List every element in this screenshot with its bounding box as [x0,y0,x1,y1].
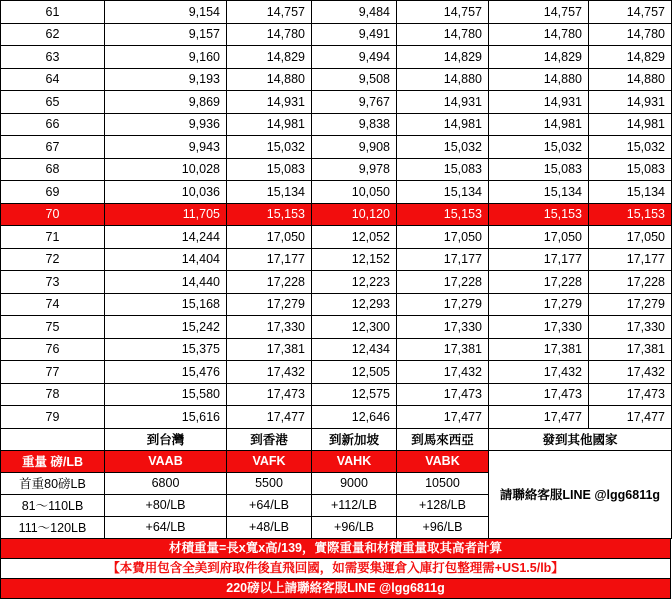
price-cell: 15,134 [227,181,312,204]
price-cell: 15,616 [105,406,227,429]
code-vaab: VAAB [105,450,227,472]
price-cell: 14,931 [489,91,589,114]
notes [0,539,671,599]
weight-row [1,46,672,69]
code-vabk: VABK [397,450,489,472]
price-cell: 9,160 [105,46,227,69]
weight-row [1,1,672,24]
price-cell: 9,978 [312,158,397,181]
price-cell: 9,869 [105,91,227,114]
price-cell: 9,508 [312,68,397,91]
rate-value: +48/LB [227,516,312,538]
over-220-note: 220磅以上請聯絡客服LINE @lgg6811g [0,579,671,599]
price-cell: 17,050 [589,226,672,249]
weight-row [1,181,672,204]
rate-value: 9000 [312,472,397,494]
price-cell: 14,931 [589,91,672,114]
rate-value: 10500 [397,472,489,494]
price-cell: 17,477 [589,406,672,429]
price-cell: 17,279 [489,293,589,316]
price-cell: 9,157 [105,23,227,46]
weight-row [1,113,672,136]
price-cell: 15,083 [397,158,489,181]
price-cell: 9,943 [105,136,227,159]
weight-row [1,383,672,406]
price-cell: 17,381 [397,338,489,361]
rate-value: +80/LB [105,494,227,516]
price-cell: 14,440 [105,271,227,294]
weight-cell: 63 [1,46,105,69]
price-cell: 17,177 [227,248,312,271]
contact-cell: 請聯絡客服LINE @lgg6811g [489,450,672,538]
rate-value: +112/LB [312,494,397,516]
weight-cell: 76 [1,338,105,361]
price-cell: 15,134 [489,181,589,204]
price-cell: 17,279 [227,293,312,316]
price-cell: 15,032 [589,136,672,159]
weight-row [1,338,672,361]
weight-cell: 66 [1,113,105,136]
price-cell: 14,829 [397,46,489,69]
price-cell: 14,780 [397,23,489,46]
dest-malaysia: 到馬來西亞 [397,428,489,450]
weight-row [1,248,672,271]
price-cell: 9,767 [312,91,397,114]
price-cell: 17,381 [227,338,312,361]
price-cell: 12,223 [312,271,397,294]
rate-label: 111～120LB [1,516,105,538]
rate-value: +64/LB [227,494,312,516]
price-cell: 15,242 [105,316,227,339]
price-cell: 17,330 [489,316,589,339]
price-cell: 15,083 [227,158,312,181]
price-cell: 17,477 [489,406,589,429]
price-cell: 10,036 [105,181,227,204]
code-vahk: VAHK [312,450,397,472]
price-cell: 17,228 [589,271,672,294]
price-cell: 17,050 [227,226,312,249]
weight-cell: 69 [1,181,105,204]
price-cell: 9,484 [312,1,397,24]
price-cell: 15,032 [227,136,312,159]
price-cell: 12,575 [312,383,397,406]
price-cell: 17,330 [589,316,672,339]
price-cell: 15,032 [397,136,489,159]
price-cell: 17,228 [227,271,312,294]
pickup-note: 【本費用包含全美到府取件後直飛回國，如需要集運倉入庫打包整理需+US1.5/lb】 [0,559,671,579]
dest-taiwan: 到台灣 [105,428,227,450]
price-cell: 17,177 [589,248,672,271]
price-cell: 15,134 [397,181,489,204]
price-cell: 15,134 [589,181,672,204]
price-cell: 12,152 [312,248,397,271]
weight-row [1,271,672,294]
price-cell: 17,432 [397,361,489,384]
price-cell: 9,491 [312,23,397,46]
price-cell: 15,580 [105,383,227,406]
price-cell: 14,880 [489,68,589,91]
price-cell: 14,981 [589,113,672,136]
weight-row [1,203,672,226]
code-vafk: VAFK [227,450,312,472]
rate-label: 81～110LB [1,494,105,516]
price-cell: 14,880 [589,68,672,91]
weight-cell: 79 [1,406,105,429]
price-cell: 14,757 [227,1,312,24]
price-cell: 14,829 [489,46,589,69]
price-cell: 14,780 [227,23,312,46]
price-cell: 15,032 [489,136,589,159]
price-cell: 15,168 [105,293,227,316]
blank-cell [1,428,105,450]
price-cell: 14,829 [589,46,672,69]
price-cell: 17,279 [397,293,489,316]
weight-cell: 62 [1,23,105,46]
price-cell: 14,880 [227,68,312,91]
price-cell: 15,083 [589,158,672,181]
weight-row [1,23,672,46]
weight-row [1,316,672,339]
price-cell: 17,177 [489,248,589,271]
price-cell: 12,505 [312,361,397,384]
price-cell: 15,153 [227,203,312,226]
price-cell: 17,432 [489,361,589,384]
weight-cell: 75 [1,316,105,339]
weight-cell: 72 [1,248,105,271]
price-cell: 12,300 [312,316,397,339]
price-cell: 15,153 [397,203,489,226]
price-cell: 17,228 [489,271,589,294]
price-cell: 12,646 [312,406,397,429]
weight-row [1,68,672,91]
price-cell: 17,228 [397,271,489,294]
price-cell: 17,050 [397,226,489,249]
price-cell: 17,473 [397,383,489,406]
rate-value: 5500 [227,472,312,494]
rate-label: 首重80磅LB [1,472,105,494]
price-cell: 17,473 [589,383,672,406]
weight-cell: 74 [1,293,105,316]
price-cell: 10,050 [312,181,397,204]
weight-row [1,406,672,429]
price-cell: 9,908 [312,136,397,159]
weight-cell: 77 [1,361,105,384]
price-cell: 14,981 [489,113,589,136]
rate-rows [1,1,672,429]
price-cell: 17,477 [397,406,489,429]
price-cell: 17,381 [589,338,672,361]
price-cell: 17,381 [489,338,589,361]
rate-value: +96/LB [312,516,397,538]
price-cell: 17,432 [589,361,672,384]
price-cell: 17,279 [589,293,672,316]
price-cell: 15,083 [489,158,589,181]
weight-row [1,91,672,114]
price-cell: 15,153 [489,203,589,226]
price-cell: 9,936 [105,113,227,136]
weight-cell: 71 [1,226,105,249]
price-cell: 15,153 [589,203,672,226]
price-cell: 17,432 [227,361,312,384]
price-cell: 14,757 [489,1,589,24]
price-cell: 14,244 [105,226,227,249]
weight-cell: 73 [1,271,105,294]
price-cell: 15,375 [105,338,227,361]
price-cell: 14,981 [227,113,312,136]
price-cell: 17,477 [227,406,312,429]
weight-label: 重量 磅/LB [1,450,105,472]
price-cell: 14,931 [227,91,312,114]
price-cell: 17,177 [397,248,489,271]
rate-value: +64/LB [105,516,227,538]
price-cell: 10,028 [105,158,227,181]
weight-row [1,158,672,181]
price-cell: 14,981 [397,113,489,136]
price-cell: 14,780 [489,23,589,46]
price-cell: 12,434 [312,338,397,361]
price-cell: 9,154 [105,1,227,24]
weight-cell: 61 [1,1,105,24]
price-cell: 14,780 [589,23,672,46]
dest-singapore: 到新加坡 [312,428,397,450]
price-cell: 11,705 [105,203,227,226]
price-cell: 9,838 [312,113,397,136]
price-cell: 14,404 [105,248,227,271]
price-cell: 17,473 [489,383,589,406]
price-cell: 14,829 [227,46,312,69]
weight-row [1,361,672,384]
rate-value: +128/LB [397,494,489,516]
price-cell: 14,757 [589,1,672,24]
volume-weight-note: 材積重量=長x寬x高/139，實際重量和材積重量取其高者計算 [0,539,671,559]
dest-other: 發到其他國家 [489,428,672,450]
summary-section [1,428,672,538]
rate-value: 6800 [105,472,227,494]
weight-cell: 68 [1,158,105,181]
price-cell: 15,476 [105,361,227,384]
weight-cell: 70 [1,203,105,226]
price-cell: 14,880 [397,68,489,91]
price-cell: 14,931 [397,91,489,114]
weight-row [1,293,672,316]
weight-cell: 78 [1,383,105,406]
price-cell: 9,193 [105,68,227,91]
weight-cell: 64 [1,68,105,91]
weight-cell: 67 [1,136,105,159]
dest-hongkong: 到香港 [227,428,312,450]
price-cell: 17,050 [489,226,589,249]
price-cell: 14,757 [397,1,489,24]
price-cell: 9,494 [312,46,397,69]
price-cell: 17,330 [227,316,312,339]
price-cell: 12,293 [312,293,397,316]
price-cell: 10,120 [312,203,397,226]
weight-cell: 65 [1,91,105,114]
weight-row [1,226,672,249]
rate-value: +96/LB [397,516,489,538]
weight-row [1,136,672,159]
price-cell: 12,052 [312,226,397,249]
price-cell: 17,473 [227,383,312,406]
price-cell: 17,330 [397,316,489,339]
